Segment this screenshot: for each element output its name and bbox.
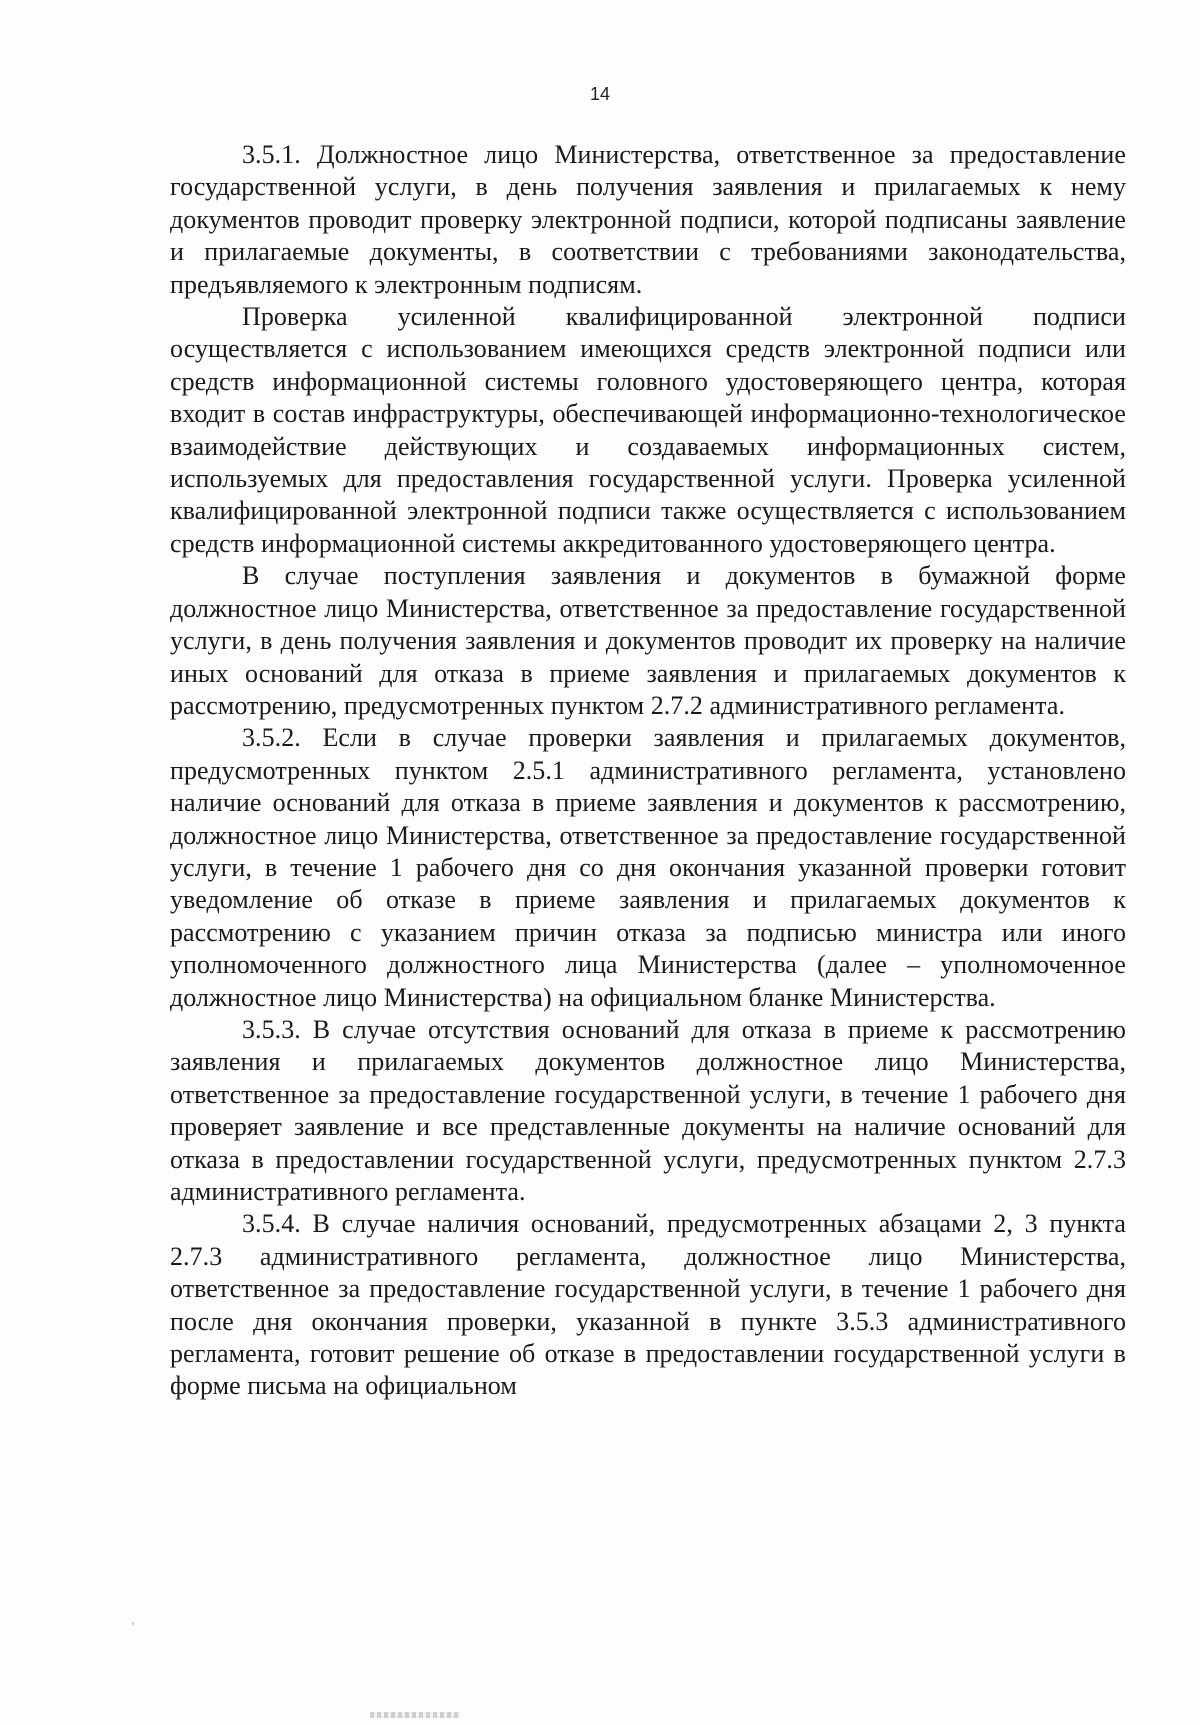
page-number: 14 [589, 84, 611, 104]
paragraph-3-5-3: 3.5.3. В случае отсутствия оснований для отказа в приеме к рассмотрению заявления и прилагаемых документов должностное лицо Министерства, ответственное за предоставление государственной услуги, в течение 1 рабочего дня проверяет заявление и все представленные документы на наличие оснований для отказа в предоставлении государственной услуги, предусмотренных пунктом 2.7.3 административного регламента. [170, 1014, 1126, 1206]
paragraph-3-5-2: 3.5.2. Если в случае проверки заявления и прилагаемых документов, предусмотренных пунктом 2.5.1 административного регламента, установлено наличие оснований для отказа в приеме заявления и документов к рассмотрению, должностное лицо Министерства, ответственное за предоставление государственной услуги, в течение 1 рабочего дня со дня окончания указанной проверки готовит уведомление об отказе в приеме заявления и прилагаемых документов к рассмотрению с указанием причин отказа за подписью министра или иного уполномоченного должностного лица Министерства (далее – уполномоченное должностное лицо Министерства) на официальном бланке Министерства. [170, 723, 1126, 1012]
paragraph-signature-verification: Проверка усиленной квалифицированной электронной подписи осуществляется с использованием имеющихся средств электронной подписи или средств информационной системы головного удостоверяющего центра, которая входит в состав инфраструктуры, обеспечивающей информационно-технологическое взаимодействие действующих и создаваемых информационных систем, используемых для предоставления государственной услуги. Проверка усиленной квалифицированной электронной подписи также осуществляется с использованием средств информационной системы аккредитованного удостоверяющего центра. [170, 302, 1126, 558]
scan-speck [132, 1622, 134, 1625]
paragraph-3-5-4: 3.5.4. В случае наличия оснований, предусмотренных абзацами 2, 3 пункта 2.7.3 административного регламента, должностное лицо Министерства, ответственное за предоставление государственной услуги, в течение 1 рабочего дня после дня окончания проверки, указанной в пункте 3.5.3 административного регламента, готовит решение об отказе в предоставлении государственной услуги в форме письма на официальном [170, 1209, 1126, 1401]
paragraph-paper-form: В случае поступления заявления и документов в бумажной форме должностное лицо Министерства, ответственное за предоставление государственной услуги, в день получения заявления и документов проводит их проверку на наличие иных оснований для отказа в приеме заявления и прилагаемых документов к рассмотрению, предусмотренных пунктом 2.7.2 административного регламента. [170, 561, 1126, 720]
paragraph-3-5-1: 3.5.1. Должностное лицо Министерства, ответственное за предоставление государственной услуги, в день получения заявления и прилагаемых к нему документов проводит проверку электронной подписи, которой подписаны заявление и прилагаемые документы, в соответствии с требованиями законодательства, предъявляемого к электронным подписям. [170, 140, 1126, 299]
document-body [170, 139, 1126, 1403]
scan-artifact [370, 1712, 460, 1718]
